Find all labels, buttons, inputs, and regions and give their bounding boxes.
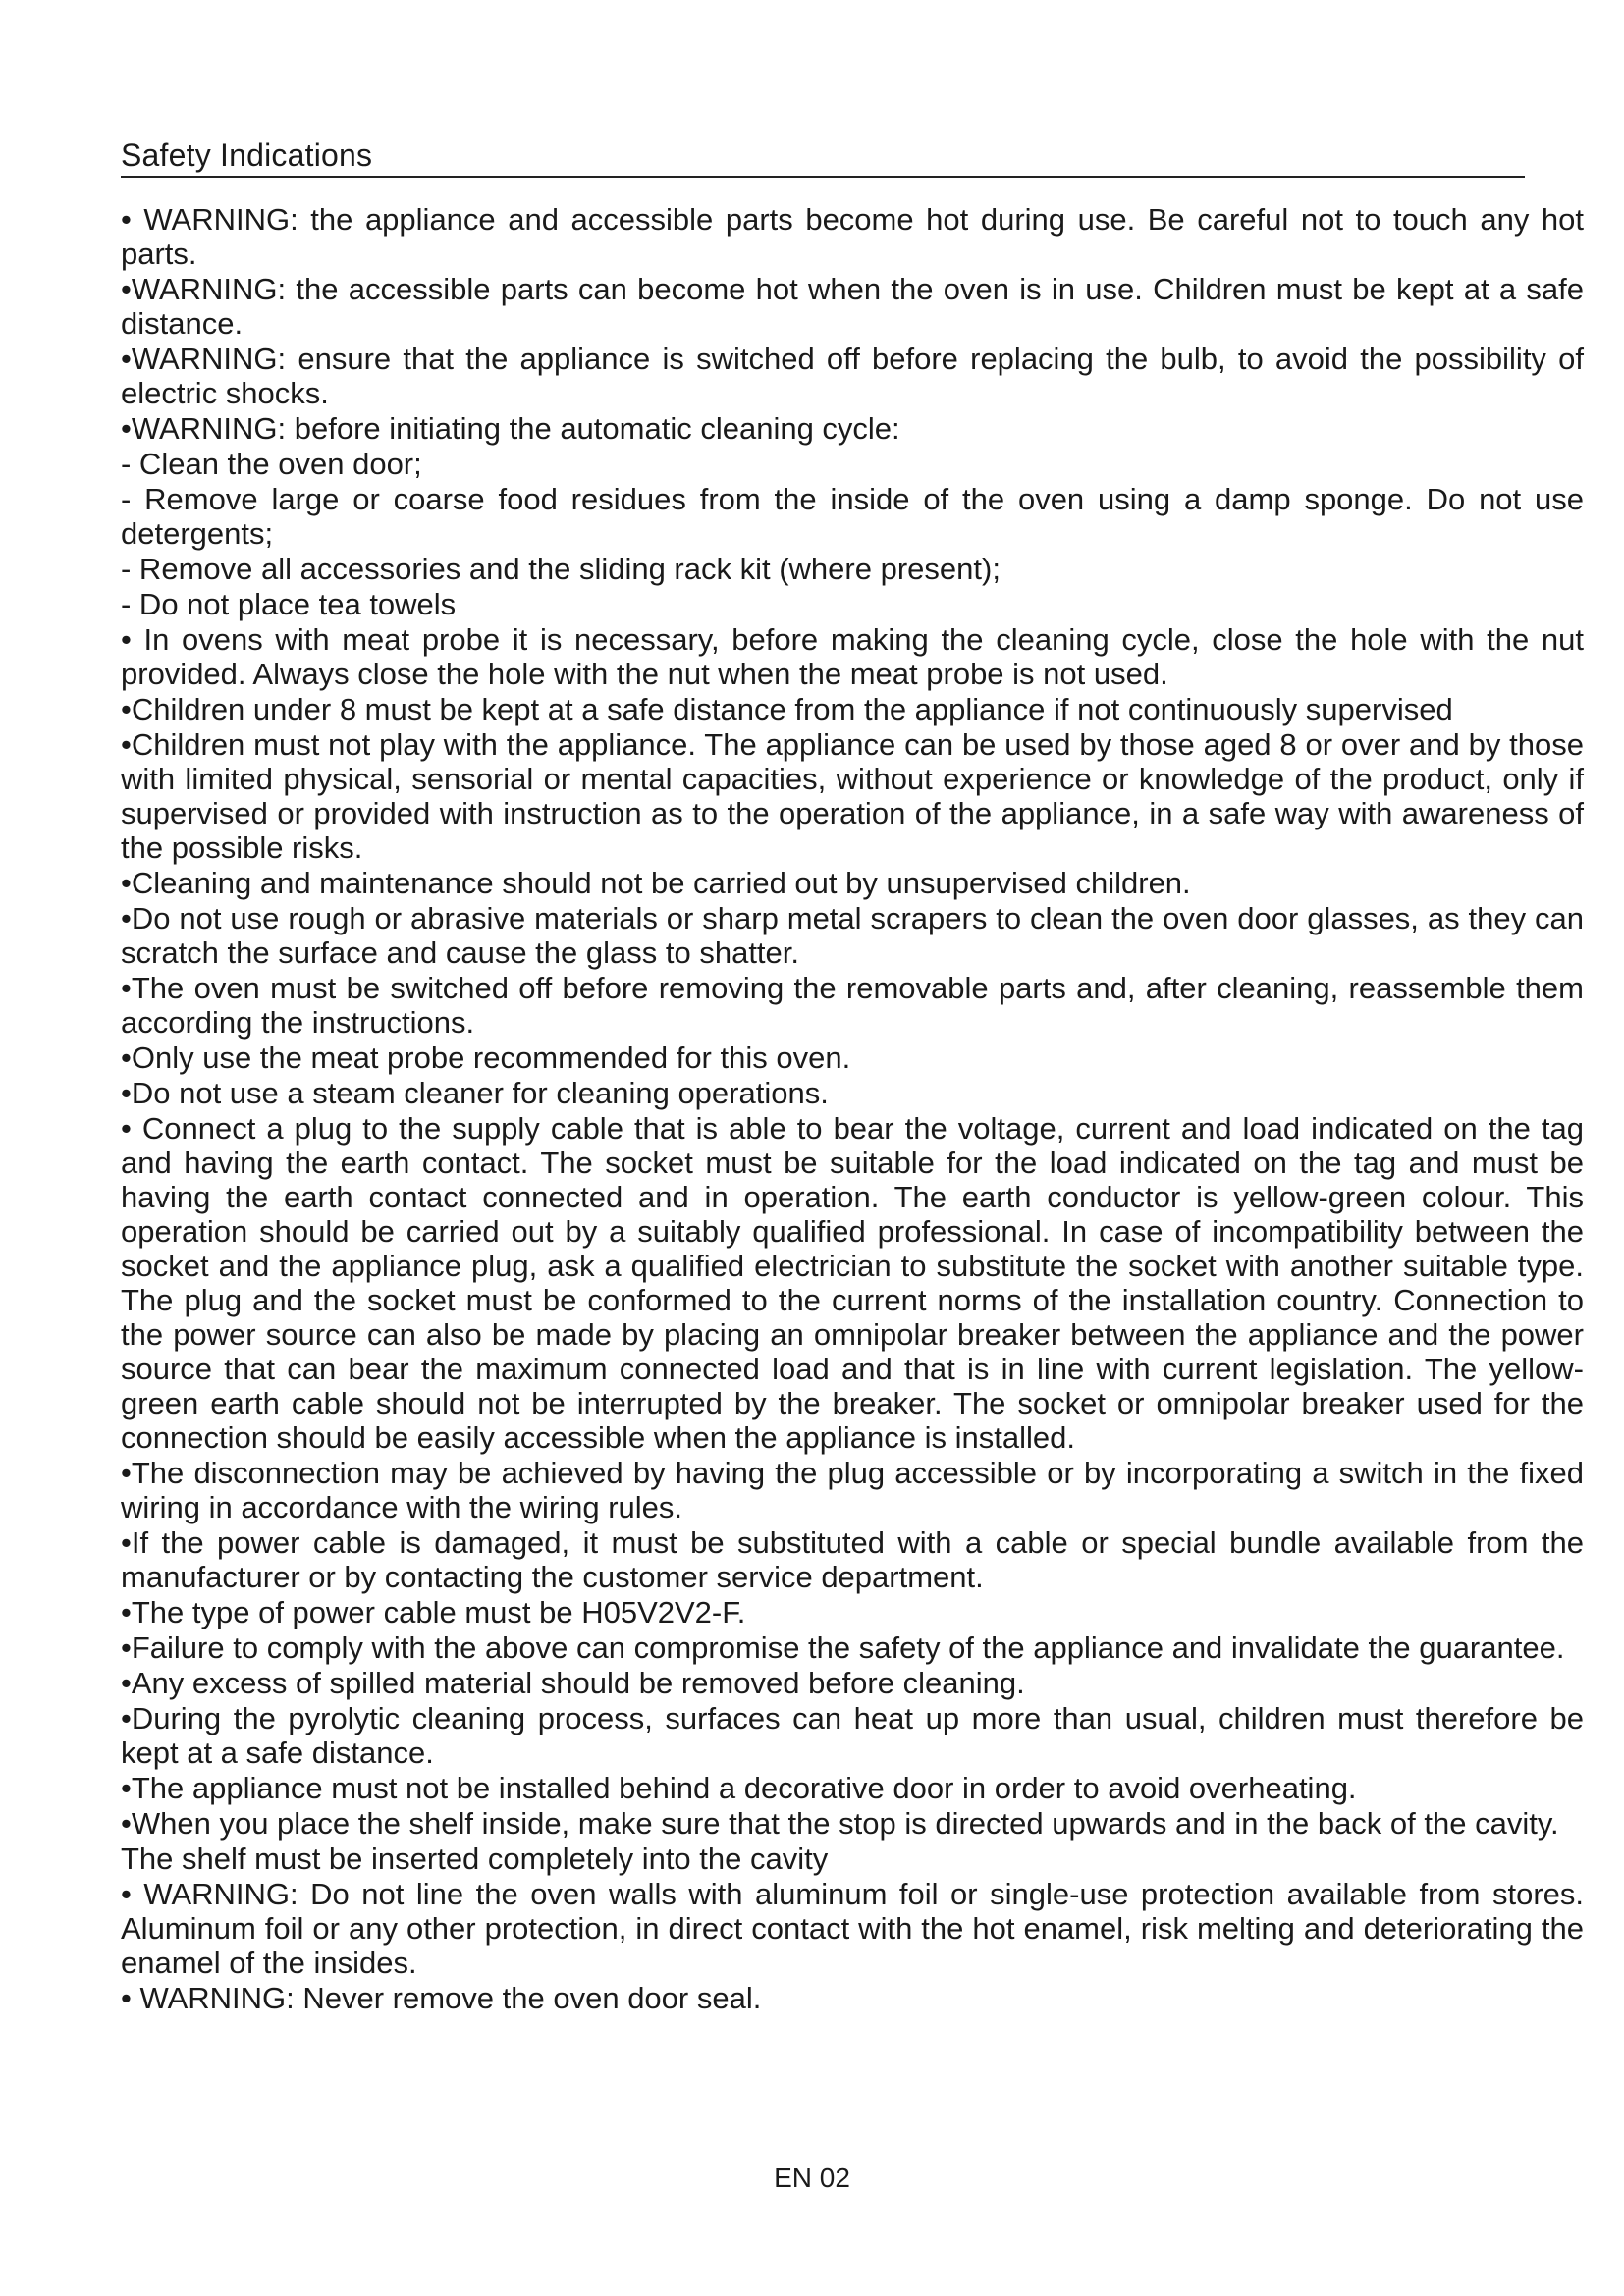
paragraph: •The oven must be switched off before removing the removable parts and, after cleaning, reassemble them according the instructions. <box>121 971 1584 1040</box>
paragraph: •Cleaning and maintenance should not be carried out by unsupervised children. <box>121 866 1191 900</box>
paragraph: •When you place the shelf inside, make sure that the stop is directed upwards and in the back of the cavity. <box>121 1806 1559 1841</box>
paragraph: •Children must not play with the appliance. The appliance can be used by those aged 8 or over and by those with limited physical, sensorial or mental capacities, without experience or knowledge of the product, only if supervised or provided with instruction as to the operation of the appliance, in a safe way with awareness of the possible risks. <box>121 727 1584 865</box>
list-item: - Remove all accessories and the sliding rack kit (where present); <box>121 552 1001 586</box>
paragraph: •Do not use rough or abrasive materials or sharp metal scrapers to clean the oven door glasses, as they can scratch the surface and cause the glass to shatter. <box>121 901 1584 970</box>
section-heading: Safety Indications <box>121 137 373 173</box>
paragraph: •WARNING: the accessible parts can become hot when the oven is in use. Children must be kept at a safe distance. <box>121 272 1584 341</box>
paragraph: • WARNING: Do not line the oven walls with aluminum foil or single-use protection available from stores. Aluminum foil or any other protection, in direct contact with the hot enamel, risk melting and deteriorating the enamel of the insides. <box>121 1877 1584 1980</box>
paragraph: •During the pyrolytic cleaning process, surfaces can heat up more than usual, children must therefore be kept at a safe distance. <box>121 1701 1584 1770</box>
paragraph: The shelf must be inserted completely into the cavity <box>121 1842 829 1876</box>
paragraph: • WARNING: the appliance and accessible parts become hot during use. Be careful not to touch any hot parts. <box>121 202 1584 271</box>
paragraph: •WARNING: before initiating the automatic cleaning cycle: <box>121 411 900 446</box>
safety-text-body <box>121 202 1584 2016</box>
paragraph: •The type of power cable must be H05V2V2-F. <box>121 1595 746 1629</box>
list-item: - Do not place tea towels <box>121 587 457 621</box>
heading-divider <box>121 176 1525 178</box>
list-item: - Remove large or coarse food residues from the inside of the oven using a damp sponge. Do not use detergents; <box>121 482 1584 551</box>
paragraph: • In ovens with meat probe it is necessary, before making the cleaning cycle, close the hole with the nut provided. Always close the hole with the nut when the meat probe is not used. <box>121 622 1584 691</box>
paragraph: •WARNING: ensure that the appliance is switched off before replacing the bulb, to avoid the possibility of electric shocks. <box>121 342 1584 410</box>
paragraph: • WARNING: Never remove the oven door seal. <box>121 1981 762 2015</box>
list-item: - Clean the oven door; <box>121 447 422 481</box>
paragraph: •Children under 8 must be kept at a safe distance from the appliance if not continuously supervised <box>121 692 1453 726</box>
paragraph: •Do not use a steam cleaner for cleaning operations. <box>121 1076 829 1110</box>
paragraph: •Failure to comply with the above can compromise the safety of the appliance and invalidate the guarantee. <box>121 1630 1565 1665</box>
paragraph: •Only use the meat probe recommended for this oven. <box>121 1041 851 1075</box>
page-number: EN 02 <box>774 2163 850 2193</box>
paragraph: •If the power cable is damaged, it must be substituted with a cable or special bundle available from the manufacturer or by contacting the customer service department. <box>121 1525 1584 1594</box>
paragraph: •The appliance must not be installed behind a decorative door in order to avoid overheating. <box>121 1771 1357 1805</box>
paragraph: •The disconnection may be achieved by having the plug accessible or by incorporating a switch in the fixed wiring in accordance with the wiring rules. <box>121 1456 1584 1524</box>
paragraph: •Any excess of spilled material should be removed before cleaning. <box>121 1666 1025 1700</box>
paragraph: • Connect a plug to the supply cable that is able to bear the voltage, current and load indicated on the tag and having the earth contact. The socket must be suitable for the load indicated on the tag and must be having the earth contact connected and in operation. The earth conductor is yellow-green colour. This operation should be carried out by a suitably qualified professional. In case of incompatibility between the socket and the appliance plug, ask a qualified electrician to substitute the socket with another suitable type. The plug and the socket must be conformed to the current norms of the installation country. Connection to the power source can also be made by placing an omnipolar breaker between the appliance and the power source that can bear the maximum connected load and that is in line with current legislation. The yellow-green earth cable should not be interrupted by the breaker. The socket or omnipolar breaker used for the connection should be easily accessible when the appliance is installed. <box>121 1111 1584 1455</box>
